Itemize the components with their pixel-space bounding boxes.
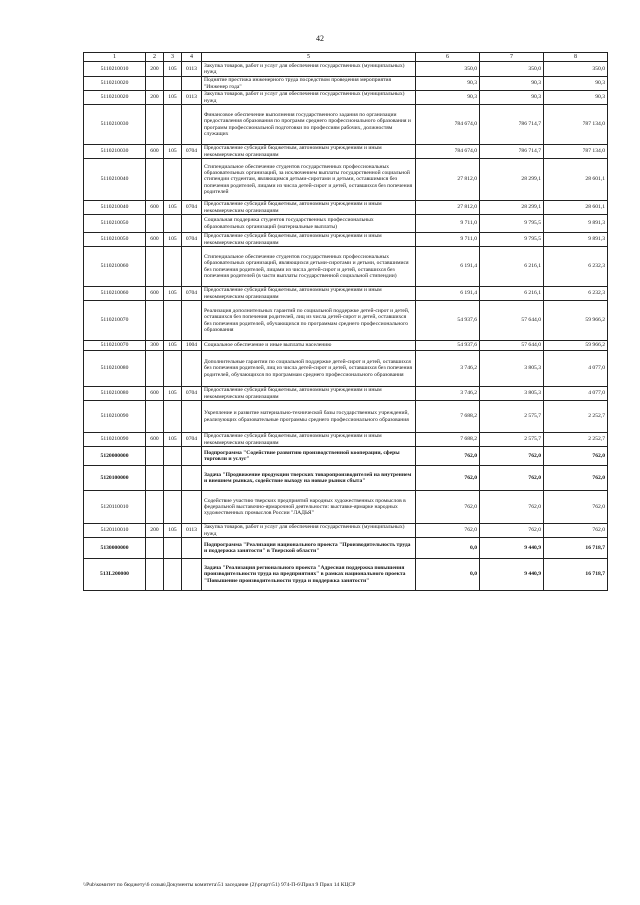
cell-expense-type: 200 — [146, 524, 164, 538]
cell-value-year3: 6 232,3 — [544, 247, 608, 287]
table-row — [84, 159, 608, 201]
cell-code: 5120100000 — [84, 466, 146, 491]
cell-value-year2: 762,0 — [480, 524, 544, 538]
table-row — [84, 466, 608, 491]
header-cell: 5 — [202, 53, 416, 62]
cell-department: 105 — [164, 433, 182, 447]
cell-section: 0704 — [182, 387, 202, 401]
cell-department: 105 — [164, 201, 182, 215]
cell-section — [182, 401, 202, 433]
cell-value-year3: 762,0 — [544, 491, 608, 524]
cell-value-year3: 16 718,7 — [544, 538, 608, 559]
cell-value-year1: 90,3 — [416, 77, 480, 91]
cell-section: 0113 — [182, 524, 202, 538]
cell-value-year1: 3 746,2 — [416, 351, 480, 387]
cell-value-year3: 4 077,0 — [544, 351, 608, 387]
cell-description: Реализация дополнительных гарантий по социальной поддержке детей-сирот и детей, оставшихся без попечения родителей, лиц из числа детей-сирот и детей, оставшихся без попечения родителей, обучающихся по программам среднего профессионального образования — [202, 301, 416, 341]
cell-description: Содействие участию тверских предприятий народных художественных промыслов в федеральной выставочно-ярмарочной деятельности: выставке-ярмарке народных художественных промыслов России "ЛАДЬЯ" — [202, 491, 416, 524]
cell-value-year3: 2 252,7 — [544, 433, 608, 447]
cell-department: 105 — [164, 145, 182, 159]
cell-value-year2: 786 714,7 — [480, 145, 544, 159]
header-cell: 4 — [182, 53, 202, 62]
cell-description: Задача "Продвижение продукции тверских товаропроизводителей на внутреннем и внешнем рынках, содействие выходу на новые рынки сбыта" — [202, 466, 416, 491]
cell-description: Предоставление субсидий бюджетным, автономным учреждениям и иным некоммерческим организациям — [202, 387, 416, 401]
cell-value-year2: 28 299,1 — [480, 201, 544, 215]
cell-department: 105 — [164, 387, 182, 401]
cell-value-year2: 9 440,9 — [480, 538, 544, 559]
header-cell: 3 — [164, 53, 182, 62]
cell-value-year3: 4 077,0 — [544, 387, 608, 401]
cell-section — [182, 247, 202, 287]
cell-value-year1: 7 688,2 — [416, 401, 480, 433]
table-row — [84, 341, 608, 351]
cell-value-year3: 9 891,3 — [544, 215, 608, 233]
cell-department: 105 — [164, 233, 182, 247]
cell-value-year2: 762,0 — [480, 491, 544, 524]
cell-value-year3: 90,3 — [544, 77, 608, 91]
cell-expense-type — [146, 447, 164, 466]
cell-expense-type — [146, 491, 164, 524]
cell-code: 5110210060 — [84, 287, 146, 301]
cell-value-year2: 6 216,1 — [480, 247, 544, 287]
table-row — [84, 91, 608, 105]
cell-expense-type: 200 — [146, 91, 164, 105]
cell-section — [182, 301, 202, 341]
cell-department — [164, 215, 182, 233]
cell-expense-type: 600 — [146, 433, 164, 447]
cell-section: 0113 — [182, 91, 202, 105]
cell-value-year2: 350,0 — [480, 62, 544, 77]
header-cell: 2 — [146, 53, 164, 62]
table-row — [84, 301, 608, 341]
cell-value-year2: 3 805,3 — [480, 387, 544, 401]
table-row — [84, 215, 608, 233]
cell-description: Закупка товаров, работ и услуг для обеспечения государственных (муниципальных) нужд — [202, 91, 416, 105]
cell-section: 0704 — [182, 201, 202, 215]
cell-value-year1: 54 937,6 — [416, 301, 480, 341]
table-body — [84, 62, 608, 591]
cell-section — [182, 215, 202, 233]
cell-value-year1: 762,0 — [416, 447, 480, 466]
cell-value-year1: 6 191,4 — [416, 247, 480, 287]
table-row — [84, 538, 608, 559]
cell-value-year2: 90,3 — [480, 77, 544, 91]
cell-value-year3: 28 601,1 — [544, 201, 608, 215]
header-cell: 6 — [416, 53, 480, 62]
cell-department — [164, 351, 182, 387]
cell-value-year2: 6 216,1 — [480, 287, 544, 301]
cell-description: Задача "Реализация регионального проекта "Адресная поддержка повышения производительности труда на предприятиях" в рамках национального проекта "Повышение производительности труда и поддержка занятости" — [202, 559, 416, 591]
cell-section: 1004 — [182, 341, 202, 351]
cell-description: Социальное обеспечение и иные выплаты населению — [202, 341, 416, 351]
cell-value-year2: 9 440,9 — [480, 559, 544, 591]
cell-expense-type: 600 — [146, 387, 164, 401]
cell-expense-type — [146, 538, 164, 559]
cell-expense-type — [146, 105, 164, 145]
table-row — [84, 447, 608, 466]
cell-code: 5110210060 — [84, 247, 146, 287]
cell-department — [164, 159, 182, 201]
cell-department: 105 — [164, 341, 182, 351]
cell-description: Предоставление субсидий бюджетным, автономным учреждениям и иным некоммерческим организациям — [202, 233, 416, 247]
cell-department — [164, 559, 182, 591]
cell-value-year3: 59 966,2 — [544, 341, 608, 351]
cell-department — [164, 447, 182, 466]
cell-value-year3: 28 601,1 — [544, 159, 608, 201]
cell-value-year1: 784 674,0 — [416, 105, 480, 145]
cell-value-year3: 787 134,0 — [544, 105, 608, 145]
cell-code: 5110210070 — [84, 301, 146, 341]
cell-value-year2: 9 795,5 — [480, 233, 544, 247]
cell-value-year1: 784 674,0 — [416, 145, 480, 159]
cell-section — [182, 559, 202, 591]
cell-expense-type — [146, 159, 164, 201]
cell-expense-type — [146, 247, 164, 287]
cell-value-year1: 762,0 — [416, 524, 480, 538]
table-row — [84, 287, 608, 301]
cell-value-year2: 90,3 — [480, 91, 544, 105]
cell-code: 5110210090 — [84, 433, 146, 447]
cell-section: 0704 — [182, 233, 202, 247]
cell-code: 513L200000 — [84, 559, 146, 591]
cell-description: Закупка товаров, работ и услуг для обеспечения государственных (муниципальных) нужд — [202, 524, 416, 538]
cell-description: Предоставление субсидий бюджетным, автономным учреждениям и иным некоммерческим организациям — [202, 201, 416, 215]
cell-department — [164, 538, 182, 559]
cell-description: Подпрограмма "Реализация национального проекта "Производительность труда и поддержка занятости" в Тверской области" — [202, 538, 416, 559]
table-row — [84, 145, 608, 159]
table-row — [84, 524, 608, 538]
cell-description: Предоставление субсидий бюджетным, автономным учреждениям и иным некоммерческим организациям — [202, 433, 416, 447]
cell-description: Социальная поддержка студентов государственных профессиональных образовательных организаций (материальные выплаты) — [202, 215, 416, 233]
cell-value-year1: 762,0 — [416, 466, 480, 491]
cell-value-year2: 57 644,0 — [480, 301, 544, 341]
cell-expense-type: 600 — [146, 145, 164, 159]
cell-department — [164, 77, 182, 91]
cell-value-year3: 762,0 — [544, 447, 608, 466]
cell-description: Стипендиальное обеспечение студентов государственных профессиональных образовательных организаций, являющихся детьми-сиротами и детьми, оставшимися без попечения родителей, лицами из числа детей-сирот и детей, оставшихся без попечения родителей (в части выплаты государственной социальной стипендии) — [202, 247, 416, 287]
cell-value-year3: 350,0 — [544, 62, 608, 77]
cell-code: 5110210010 — [84, 62, 146, 77]
cell-value-year1: 6 191,4 — [416, 287, 480, 301]
cell-department — [164, 105, 182, 145]
cell-value-year2: 762,0 — [480, 447, 544, 466]
cell-section: 0704 — [182, 433, 202, 447]
cell-description: Предоставление субсидий бюджетным, автономным учреждениям и иным некоммерческим организациям — [202, 287, 416, 301]
cell-expense-type — [146, 559, 164, 591]
cell-code: 5110210030 — [84, 145, 146, 159]
cell-value-year1: 54 937,6 — [416, 341, 480, 351]
cell-value-year2: 9 795,5 — [480, 215, 544, 233]
cell-expense-type: 300 — [146, 341, 164, 351]
cell-code: 5110210040 — [84, 201, 146, 215]
table-row — [84, 401, 608, 433]
cell-code: 5110210050 — [84, 233, 146, 247]
table-row — [84, 62, 608, 77]
table-row — [84, 105, 608, 145]
cell-expense-type — [146, 351, 164, 387]
cell-value-year2: 762,0 — [480, 466, 544, 491]
cell-value-year1: 7 688,2 — [416, 433, 480, 447]
cell-code: 5130000000 — [84, 538, 146, 559]
cell-section: 0704 — [182, 145, 202, 159]
cell-department: 105 — [164, 91, 182, 105]
cell-value-year2: 2 575,7 — [480, 433, 544, 447]
cell-section — [182, 491, 202, 524]
cell-value-year1: 9 711,0 — [416, 215, 480, 233]
cell-code: 5110210020 — [84, 77, 146, 91]
table-row — [84, 351, 608, 387]
table-row — [84, 77, 608, 91]
cell-value-year1: 3 746,2 — [416, 387, 480, 401]
cell-expense-type — [146, 301, 164, 341]
cell-value-year3: 787 134,0 — [544, 145, 608, 159]
table-row — [84, 233, 608, 247]
page-number: 42 — [316, 34, 324, 43]
table-row — [84, 491, 608, 524]
cell-section: 0704 — [182, 287, 202, 301]
cell-value-year1: 27 812,0 — [416, 201, 480, 215]
cell-value-year1: 27 812,0 — [416, 159, 480, 201]
cell-section — [182, 351, 202, 387]
cell-value-year2: 2 575,7 — [480, 401, 544, 433]
cell-description: Поднятие престижа инженерного труда посредством проведения мероприятия "Инженер года" — [202, 77, 416, 91]
cell-section — [182, 538, 202, 559]
cell-expense-type: 200 — [146, 62, 164, 77]
cell-value-year1: 0,0 — [416, 538, 480, 559]
cell-value-year2: 3 805,3 — [480, 351, 544, 387]
cell-code: 5120000000 — [84, 447, 146, 466]
cell-value-year1: 9 711,0 — [416, 233, 480, 247]
cell-code: 5110210070 — [84, 341, 146, 351]
cell-code: 5120110010 — [84, 491, 146, 524]
cell-expense-type: 600 — [146, 201, 164, 215]
cell-value-year3: 2 252,7 — [544, 401, 608, 433]
cell-department: 105 — [164, 524, 182, 538]
cell-value-year3: 762,0 — [544, 466, 608, 491]
table-row — [84, 387, 608, 401]
cell-code: 5110210040 — [84, 159, 146, 201]
cell-code: 5110210080 — [84, 351, 146, 387]
cell-description: Укрепление и развитие материально-технической базы государственных учреждений, реализующих образовательные программы среднего профессионального образования — [202, 401, 416, 433]
table-header-row — [84, 53, 608, 62]
table-row — [84, 247, 608, 287]
cell-section — [182, 105, 202, 145]
cell-description: Подпрограмма "Содействие развитию производственной кооперации, сферы торговли и услуг" — [202, 447, 416, 466]
cell-value-year3: 59 966,2 — [544, 301, 608, 341]
cell-code: 5110210050 — [84, 215, 146, 233]
cell-expense-type: 600 — [146, 287, 164, 301]
cell-value-year3: 16 718,7 — [544, 559, 608, 591]
cell-description: Стипендиальное обеспечение студентов государственных профессиональных образовательных организаций, за исключением выплаты государственной социальной стипендии студентам, являющимся детьми-сиротами и детьми, оставшимися без попечения родителей, лицами из числа детей-сирот и детей, оставшихся без попечения родителей — [202, 159, 416, 201]
cell-value-year3: 90,3 — [544, 91, 608, 105]
cell-value-year2: 28 299,1 — [480, 159, 544, 201]
table-row — [84, 433, 608, 447]
cell-department — [164, 247, 182, 287]
cell-value-year3: 762,0 — [544, 524, 608, 538]
cell-department — [164, 301, 182, 341]
cell-expense-type — [146, 77, 164, 91]
cell-code: 5110210020 — [84, 91, 146, 105]
cell-code: 5110210030 — [84, 105, 146, 145]
cell-section — [182, 159, 202, 201]
header-cell: 1 — [84, 53, 146, 62]
cell-value-year2: 57 644,0 — [480, 341, 544, 351]
cell-department: 105 — [164, 62, 182, 77]
cell-description: Финансовое обеспечение выполнения государственного задания по организации предоставления образования по программ среднего профессионального образования и программ профессиональной подготовки по профессиям рабочих, должностям служащих — [202, 105, 416, 145]
cell-value-year1: 350,0 — [416, 62, 480, 77]
cell-code: 5120110010 — [84, 524, 146, 538]
cell-department: 105 — [164, 287, 182, 301]
cell-department — [164, 466, 182, 491]
cell-value-year1: 762,0 — [416, 491, 480, 524]
cell-expense-type — [146, 466, 164, 491]
cell-value-year1: 0,0 — [416, 559, 480, 591]
cell-section: 0113 — [182, 62, 202, 77]
table-row — [84, 559, 608, 591]
cell-section — [182, 466, 202, 491]
cell-description: Предоставление субсидий бюджетным, автономным учреждениям и иным некоммерческим организациям — [202, 145, 416, 159]
file-path-footer: \\Pub\комитет по бюджету\6 созыв\Документы комитета\51 заседание (2)\ргарт\51) 974-П-6\Прил 9 Прил 14 КЦСР — [83, 882, 356, 888]
cell-section — [182, 77, 202, 91]
cell-section — [182, 447, 202, 466]
cell-value-year3: 6 232,3 — [544, 287, 608, 301]
table-row — [84, 201, 608, 215]
cell-expense-type — [146, 215, 164, 233]
cell-value-year1: 90,3 — [416, 91, 480, 105]
cell-code: 5110210080 — [84, 387, 146, 401]
cell-department — [164, 491, 182, 524]
header-cell: 8 — [544, 53, 608, 62]
cell-value-year2: 786 714,7 — [480, 105, 544, 145]
cell-code: 5110210090 — [84, 401, 146, 433]
cell-department — [164, 401, 182, 433]
header-cell: 7 — [480, 53, 544, 62]
cell-description: Дополнительные гарантии по социальной поддержке детей-сирот и детей, оставшихся без попечения родителей, лиц из числа детей-сирот и детей, оставшихся без попечения родителей, обучающихся по программам среднего профессионального образования — [202, 351, 416, 387]
cell-value-year3: 9 891,3 — [544, 233, 608, 247]
cell-expense-type — [146, 401, 164, 433]
cell-description: Закупка товаров, работ и услуг для обеспечения государственных (муниципальных) нужд — [202, 62, 416, 77]
cell-expense-type: 600 — [146, 233, 164, 247]
budget-table — [83, 52, 608, 591]
